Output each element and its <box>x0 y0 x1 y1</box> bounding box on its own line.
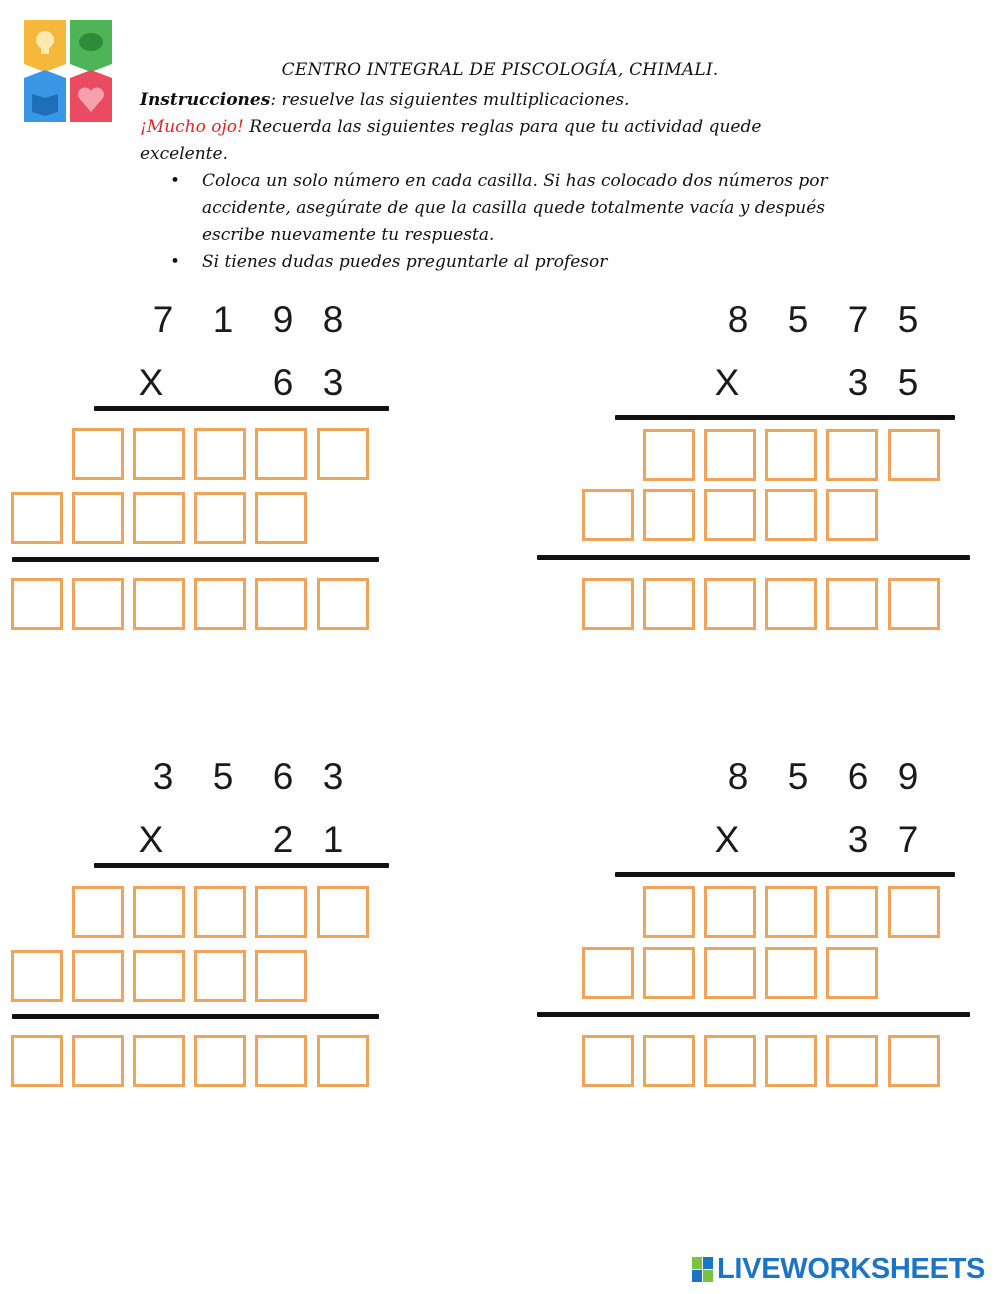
top-digit: 6 <box>847 756 869 797</box>
result-box[interactable] <box>11 1035 63 1087</box>
partial-1-box[interactable] <box>72 428 124 480</box>
result-box[interactable] <box>888 578 940 630</box>
partial-2-box[interactable] <box>765 947 817 999</box>
top-digit: 5 <box>212 756 234 797</box>
rule-item: • Coloca un solo número en cada casilla. Si has colocado dos números por accidente, asegúrate de que la casilla quede totalmente vacía y después escribe nuevamente tu respuesta. <box>170 168 870 249</box>
partial-2-box[interactable] <box>826 489 878 541</box>
partial-1-box[interactable] <box>826 429 878 481</box>
partial-1-box[interactable] <box>194 428 246 480</box>
top-digit: 3 <box>152 756 174 797</box>
partial-2-box[interactable] <box>643 489 695 541</box>
result-box[interactable] <box>317 578 369 630</box>
result-box[interactable] <box>888 1035 940 1087</box>
partial-2-box[interactable] <box>255 492 307 544</box>
top-digit: 5 <box>787 299 809 340</box>
partial-1-box[interactable] <box>72 886 124 938</box>
partial-2-box[interactable] <box>133 950 185 1002</box>
result-box[interactable] <box>704 1035 756 1087</box>
partial-2-box[interactable] <box>582 489 634 541</box>
partial-1-box[interactable] <box>643 886 695 938</box>
instructions-label: Instrucciones <box>140 90 271 110</box>
result-box[interactable] <box>765 578 817 630</box>
partial-1-box[interactable] <box>765 886 817 938</box>
sum-line <box>537 555 970 560</box>
partial-1-box[interactable] <box>133 886 185 938</box>
top-digit: 9 <box>897 756 919 797</box>
top-digit: 7 <box>847 299 869 340</box>
result-box[interactable] <box>826 578 878 630</box>
top-digit: 8 <box>727 299 749 340</box>
sum-line <box>537 1012 970 1017</box>
rules-list <box>170 168 870 276</box>
result-box[interactable] <box>643 1035 695 1087</box>
liveworksheets-brand[interactable]: LIVEWORKSHEETS <box>717 1253 986 1285</box>
multiplication-line <box>615 872 955 877</box>
partial-2-box[interactable] <box>194 950 246 1002</box>
times-sign: X <box>138 819 164 860</box>
multiplier-digit: 7 <box>897 819 919 860</box>
partial-2-box[interactable] <box>255 950 307 1002</box>
result-box[interactable] <box>582 1035 634 1087</box>
sum-line <box>12 557 379 562</box>
multiplier-digit: 3 <box>847 362 869 403</box>
result-box[interactable] <box>72 1035 124 1087</box>
instructions-line <box>140 87 870 114</box>
partial-1-box[interactable] <box>643 429 695 481</box>
partial-1-box[interactable] <box>826 886 878 938</box>
top-digit: 6 <box>272 756 294 797</box>
partial-2-box[interactable] <box>11 492 63 544</box>
partial-1-box[interactable] <box>133 428 185 480</box>
partial-2-box[interactable] <box>133 492 185 544</box>
partial-2-box[interactable] <box>194 492 246 544</box>
top-digit: 7 <box>152 299 174 340</box>
result-box[interactable] <box>72 578 124 630</box>
multiplier-digit: 5 <box>897 362 919 403</box>
multiplier-digit: 2 <box>272 819 294 860</box>
result-box[interactable] <box>643 578 695 630</box>
multiplier-digit: 1 <box>322 819 344 860</box>
top-digit: 5 <box>787 756 809 797</box>
warning-text: Recuerda las siguientes reglas para que tu actividad quede <box>243 117 762 137</box>
partial-2-box[interactable] <box>643 947 695 999</box>
partial-2-box[interactable] <box>72 492 124 544</box>
multiplier-digit: 6 <box>272 362 294 403</box>
multiplication-line <box>94 863 389 868</box>
top-digit: 1 <box>212 299 234 340</box>
result-box[interactable] <box>133 1035 185 1087</box>
partial-2-box[interactable] <box>11 950 63 1002</box>
partial-1-box[interactable] <box>704 886 756 938</box>
result-box[interactable] <box>765 1035 817 1087</box>
result-box[interactable] <box>133 578 185 630</box>
partial-2-box[interactable] <box>704 947 756 999</box>
warning-label: ¡Mucho ojo! <box>140 117 244 137</box>
result-box[interactable] <box>582 578 634 630</box>
partial-2-box[interactable] <box>765 489 817 541</box>
result-box[interactable] <box>11 578 63 630</box>
times-sign: X <box>138 362 164 403</box>
instructions-text: : resuelve las siguientes multiplicaciones. <box>270 90 630 110</box>
times-sign: X <box>714 819 740 860</box>
partial-2-box[interactable] <box>582 947 634 999</box>
partial-1-box[interactable] <box>194 886 246 938</box>
top-digit: 8 <box>322 299 344 340</box>
page-title: CENTRO INTEGRAL DE PISCOLOGÍA, CHIMALI. <box>281 60 719 80</box>
partial-1-box[interactable] <box>765 429 817 481</box>
partial-2-box[interactable] <box>72 950 124 1002</box>
rule-item: • Si tienes dudas puedes preguntarle al profesor <box>170 249 870 276</box>
partial-1-box[interactable] <box>317 886 369 938</box>
partial-1-box[interactable] <box>888 429 940 481</box>
partial-1-box[interactable] <box>888 886 940 938</box>
top-digit: 8 <box>727 756 749 797</box>
top-digit: 5 <box>897 299 919 340</box>
top-digit: 9 <box>272 299 294 340</box>
partial-1-box[interactable] <box>704 429 756 481</box>
top-digit: 3 <box>322 756 344 797</box>
partial-1-box[interactable] <box>317 428 369 480</box>
warning-line <box>140 114 870 141</box>
sum-line <box>12 1014 379 1019</box>
multiplier-digit: 3 <box>847 819 869 860</box>
partial-1-box[interactable] <box>255 886 307 938</box>
multiplier-digit: 3 <box>322 362 344 403</box>
times-sign: X <box>714 362 740 403</box>
result-box[interactable] <box>255 578 307 630</box>
partial-1-box[interactable] <box>255 428 307 480</box>
multiplication-line <box>94 406 389 411</box>
partial-2-box[interactable] <box>704 489 756 541</box>
result-box[interactable] <box>704 578 756 630</box>
result-box[interactable] <box>255 1035 307 1087</box>
result-box[interactable] <box>317 1035 369 1087</box>
warning-line-2: excelente. <box>140 144 228 164</box>
liveworksheets-logo-icon <box>692 1257 714 1283</box>
result-box[interactable] <box>194 578 246 630</box>
result-box[interactable] <box>826 1035 878 1087</box>
partial-2-box[interactable] <box>826 947 878 999</box>
result-box[interactable] <box>194 1035 246 1087</box>
multiplication-line <box>615 415 955 420</box>
